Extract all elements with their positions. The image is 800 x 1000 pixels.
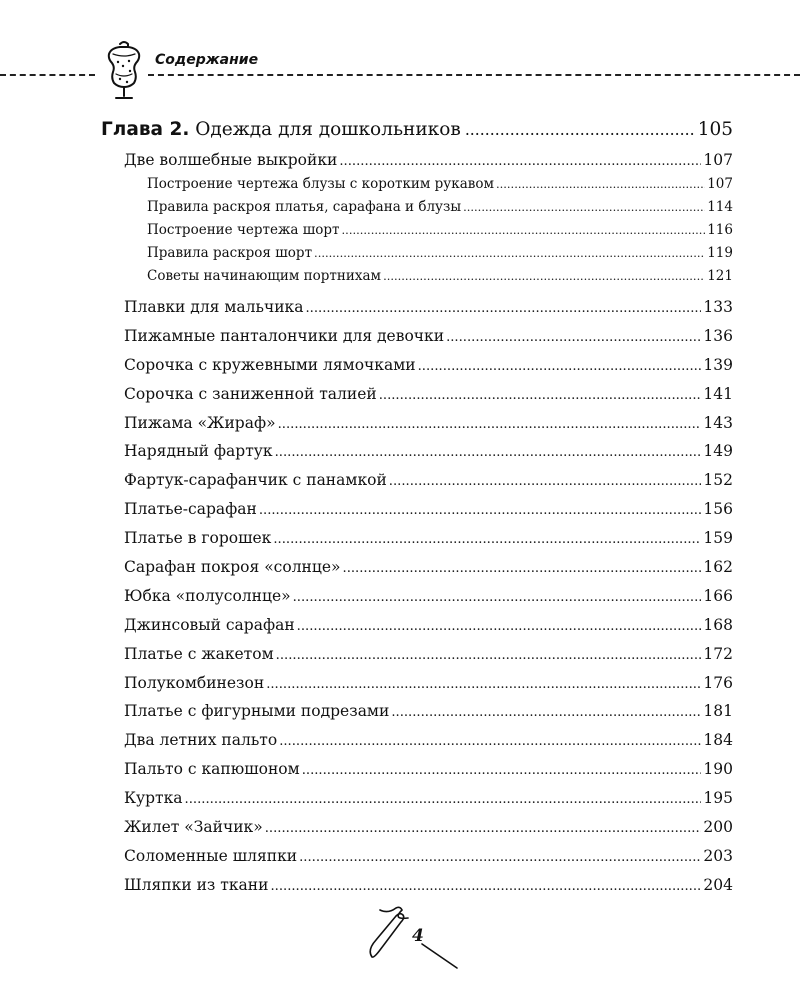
entry-page: 159 bbox=[703, 529, 733, 548]
toc-entry bbox=[124, 582, 733, 611]
entry-title: Платье-сарафан bbox=[124, 500, 257, 519]
entry-title: Советы начинающим портнихам bbox=[147, 268, 382, 284]
toc-entry bbox=[124, 437, 733, 466]
toc-subentry bbox=[147, 265, 733, 288]
dot-leader bbox=[278, 411, 702, 440]
entry-title: Построение чертежа блузы с коротким рукавом bbox=[147, 176, 494, 192]
dot-leader bbox=[259, 497, 702, 526]
toc-entry bbox=[124, 669, 733, 698]
chapter-number: Глава 2. bbox=[101, 119, 190, 140]
entry-title: Фартук-сарафанчик с панамкой bbox=[124, 471, 387, 490]
entry-page: 172 bbox=[703, 644, 733, 663]
entry-page: 121 bbox=[707, 268, 733, 284]
toc-entry bbox=[124, 726, 733, 755]
dot-leader bbox=[418, 353, 702, 382]
entry-page: 136 bbox=[703, 326, 733, 345]
entry-page: 116 bbox=[707, 222, 733, 238]
entry-title: Пижама «Жираф» bbox=[124, 413, 276, 432]
dot-leader bbox=[302, 757, 702, 786]
table-of-contents bbox=[101, 116, 733, 900]
entry-page: 195 bbox=[703, 789, 733, 808]
dot-leader bbox=[185, 786, 702, 815]
dot-leader bbox=[391, 699, 701, 728]
entry-title: Построение чертежа шорт bbox=[147, 222, 340, 238]
entry-page: 176 bbox=[703, 673, 733, 692]
chapter-heading bbox=[101, 116, 733, 144]
toc-entry bbox=[124, 351, 733, 380]
dot-leader bbox=[273, 526, 701, 555]
dot-leader bbox=[463, 196, 705, 219]
entry-page: 119 bbox=[707, 245, 733, 261]
toc-subentry bbox=[147, 242, 733, 265]
entry-title: Два летних пальто bbox=[124, 731, 278, 750]
toc-entry bbox=[124, 147, 733, 173]
dress-form-icon bbox=[99, 38, 149, 104]
dot-leader bbox=[446, 324, 701, 353]
toc-entry bbox=[124, 322, 733, 351]
entry-page: 149 bbox=[703, 442, 733, 461]
entry-title: Шляпки из ткани bbox=[124, 875, 269, 894]
entry-title: Сорочка с кружевными лямочками bbox=[124, 355, 416, 374]
toc-entry bbox=[124, 409, 733, 438]
entry-title: Платье в горошек bbox=[124, 529, 272, 548]
toc-entry bbox=[124, 553, 733, 582]
entry-page: 141 bbox=[703, 384, 733, 403]
entry-title: Соломенные шляпки bbox=[124, 846, 298, 865]
entry-title: Правила раскроя платья, сарафана и блузы bbox=[147, 199, 462, 215]
entry-title: Нарядный фартук bbox=[124, 442, 273, 461]
entry-page: 143 bbox=[703, 413, 733, 432]
entry-page: 184 bbox=[703, 731, 733, 750]
dot-leader bbox=[465, 116, 696, 144]
entry-title: Жилет «Зайчик» bbox=[124, 818, 263, 837]
dot-leader bbox=[297, 613, 702, 642]
dot-leader bbox=[314, 242, 705, 265]
entry-page: 156 bbox=[703, 500, 733, 519]
entry-title: Правила раскроя шорт bbox=[147, 245, 313, 261]
entry-title: Платье с фигурными подрезами bbox=[124, 702, 390, 721]
toc-entry bbox=[124, 611, 733, 640]
entry-page: 181 bbox=[703, 702, 733, 721]
toc-entry bbox=[124, 524, 733, 553]
entry-page: 162 bbox=[703, 558, 733, 577]
header-dashed-rule-right bbox=[148, 74, 800, 76]
toc-entry bbox=[124, 842, 733, 871]
page-number: 4 bbox=[412, 926, 424, 946]
dot-leader bbox=[342, 219, 706, 242]
toc-entry bbox=[124, 495, 733, 524]
entry-title: Платье с жакетом bbox=[124, 644, 274, 663]
toc-entry bbox=[124, 380, 733, 409]
entry-title: Сарафан покроя «солнце» bbox=[124, 558, 341, 577]
entry-page: 190 bbox=[703, 760, 733, 779]
dot-leader bbox=[270, 873, 701, 902]
dot-leader bbox=[496, 173, 705, 196]
entry-page: 168 bbox=[703, 615, 733, 634]
page-header bbox=[0, 38, 800, 108]
chapter-title bbox=[101, 116, 461, 144]
toc-subentry bbox=[147, 173, 733, 196]
chapter-page: 105 bbox=[697, 119, 733, 140]
entry-title: Две волшебные выкройки bbox=[124, 151, 338, 169]
dot-leader bbox=[275, 439, 702, 468]
entry-page: 200 bbox=[703, 818, 733, 837]
dot-leader bbox=[383, 265, 705, 288]
toc-entry bbox=[124, 755, 733, 784]
entry-title: Пальто с капюшоном bbox=[124, 760, 300, 779]
dot-leader bbox=[389, 468, 702, 497]
toc-entry bbox=[124, 293, 733, 322]
entry-page: 107 bbox=[703, 151, 733, 169]
entry-page: 204 bbox=[703, 875, 733, 894]
entry-page: 166 bbox=[703, 586, 733, 605]
toc-entry bbox=[124, 784, 733, 813]
toc-entry bbox=[124, 871, 733, 900]
toc-entry bbox=[124, 813, 733, 842]
header-dashed-rule-left bbox=[0, 74, 95, 76]
dot-leader bbox=[265, 815, 702, 844]
dot-leader bbox=[299, 844, 701, 873]
entry-page: 133 bbox=[703, 298, 733, 316]
toc-entry bbox=[124, 466, 733, 495]
dot-leader bbox=[266, 671, 701, 700]
dot-leader bbox=[339, 149, 701, 175]
toc-subentry bbox=[147, 219, 733, 242]
toc-entry bbox=[124, 697, 733, 726]
entry-page: 114 bbox=[707, 199, 733, 215]
entry-page: 139 bbox=[703, 355, 733, 374]
entry-title: Плавки для мальчика bbox=[124, 298, 304, 316]
toc-subentry bbox=[147, 196, 733, 219]
entry-title: Полукомбинезон bbox=[124, 673, 265, 692]
entry-page: 152 bbox=[703, 471, 733, 490]
dot-leader bbox=[279, 728, 701, 757]
entry-title: Пижамные панталончики для девочки bbox=[124, 326, 445, 345]
dot-leader bbox=[379, 382, 702, 411]
header-title: Содержание bbox=[155, 52, 259, 68]
entry-title: Джинсовый сарафан bbox=[124, 615, 295, 634]
entry-page: 203 bbox=[703, 846, 733, 865]
dot-leader bbox=[293, 584, 702, 613]
entry-page: 107 bbox=[707, 176, 733, 192]
dot-leader bbox=[343, 555, 702, 584]
entry-title: Юбка «полусолнце» bbox=[124, 586, 291, 605]
chapter-name: Одежда для дошкольников bbox=[195, 119, 461, 140]
toc-entry bbox=[124, 640, 733, 669]
dot-leader bbox=[305, 295, 701, 324]
entry-title: Сорочка с заниженной талией bbox=[124, 384, 377, 403]
dot-leader bbox=[276, 642, 702, 671]
entry-title: Куртка bbox=[124, 789, 183, 808]
